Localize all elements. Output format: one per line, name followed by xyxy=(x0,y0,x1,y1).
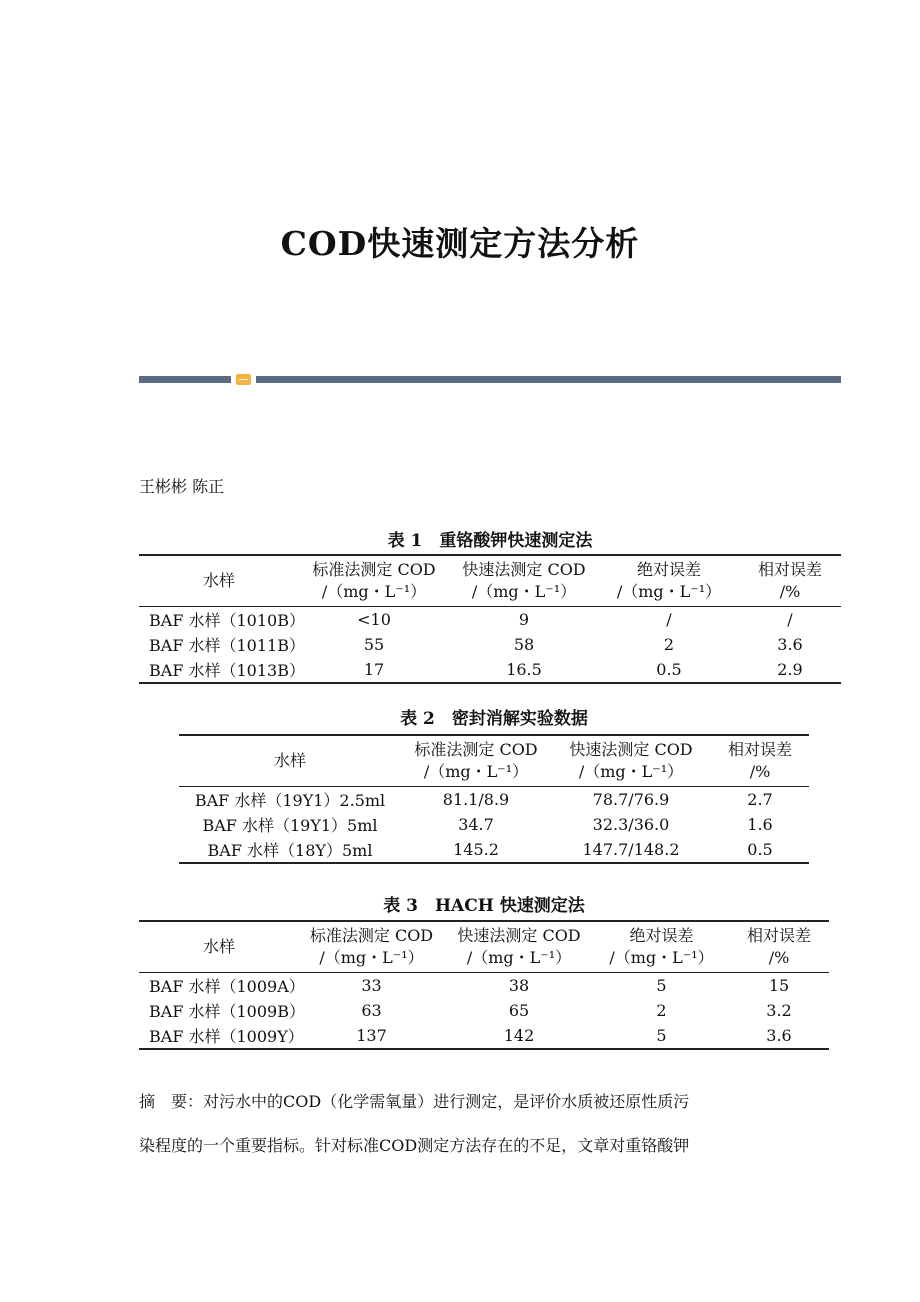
table1 xyxy=(139,554,841,684)
table-row xyxy=(179,812,809,837)
table1-header-row xyxy=(139,555,841,607)
table-cell: 5 xyxy=(656,1026,667,1045)
table-cell: 3.6 xyxy=(777,635,803,654)
table-row xyxy=(139,657,841,683)
table-cell: 78.7/76.9 xyxy=(592,790,670,809)
table-cell: 9 xyxy=(518,610,530,629)
table3-header-sample: 水样 xyxy=(202,937,235,956)
table-cell: 34.7 xyxy=(458,815,494,834)
table-cell: 2 xyxy=(663,635,675,654)
table-cell: 2.7 xyxy=(747,790,773,809)
table1-header-rel-error: 相对误差 /% xyxy=(757,560,822,601)
table-cell: BAF 水样（19Y1）5ml xyxy=(202,816,378,835)
table-row xyxy=(179,787,809,813)
table1-header-rapid: 快速法测定 COD /（mg・L⁻¹） xyxy=(462,560,586,601)
table-cell: 32.3/36.0 xyxy=(592,815,670,834)
divider-ornament-icon xyxy=(236,374,251,385)
table2-header-rapid: 快速法测定 COD /（mg・L⁻¹） xyxy=(569,740,693,781)
table-cell: BAF 水样（1009A） xyxy=(149,977,305,996)
table-cell: 63 xyxy=(361,1001,382,1020)
title-divider xyxy=(139,374,841,384)
table-cell: 15 xyxy=(768,976,790,995)
authors: 王彬彬 陈正 xyxy=(139,477,225,496)
table-cell: 2 xyxy=(656,1001,667,1020)
table-cell: 5 xyxy=(656,976,667,995)
table-cell: 147.7/148.2 xyxy=(582,840,680,859)
table-cell: 0.5 xyxy=(656,660,682,679)
table-row xyxy=(139,998,829,1023)
table-cell: 1.6 xyxy=(747,815,773,834)
table-cell: 2.9 xyxy=(777,660,803,679)
table-cell: 3.6 xyxy=(766,1026,792,1045)
table2-header-sample: 水样 xyxy=(273,751,306,770)
table-cell: <10 xyxy=(357,610,391,629)
table3-header-abs-error: 绝对误差 /（mg・L⁻¹） xyxy=(609,926,714,967)
table2-header-row xyxy=(179,735,809,787)
table1-header-standard: 标准法测定 COD /（mg・L⁻¹） xyxy=(312,560,436,601)
abstract-line-2: 染程度的一个重要指标。针对标准COD测定方法存在的不足，文章对重铬酸钾 xyxy=(139,1136,690,1155)
table-cell: 0.5 xyxy=(747,840,773,859)
table-cell: BAF 水样（18Y）5ml xyxy=(207,841,373,860)
divider-bar-right xyxy=(256,376,841,383)
table-cell: 17 xyxy=(363,660,385,679)
table-cell: 137 xyxy=(356,1026,387,1045)
table-cell: / xyxy=(666,610,672,629)
table-cell: 65 xyxy=(508,1001,530,1020)
table-cell: 55 xyxy=(363,635,385,654)
table-cell: 38 xyxy=(508,976,530,995)
table3-header-rel-error: 相对误差 /% xyxy=(746,926,811,967)
table1-header-sample: 水样 xyxy=(202,571,235,590)
table3-header-rapid: 快速法测定 COD /（mg・L⁻¹） xyxy=(457,926,581,967)
table3-caption: 表 3 HACH 快速测定法 xyxy=(383,896,585,916)
table-cell: BAF 水样（1009B） xyxy=(149,1002,305,1021)
table-cell: 145.2 xyxy=(453,840,499,859)
table3-header-standard: 标准法测定 COD /（mg・L⁻¹） xyxy=(309,926,434,967)
divider-bar-left xyxy=(139,376,231,383)
table-cell: BAF 水样（1010B） xyxy=(149,611,305,630)
table-row xyxy=(139,632,841,657)
table-cell: 16.5 xyxy=(506,660,542,679)
table-cell: BAF 水样（19Y1）2.5ml xyxy=(194,791,386,810)
table-cell: BAF 水样（1009Y） xyxy=(149,1027,304,1046)
table3-header-row xyxy=(139,921,829,973)
table2-caption: 表 2 密封消解实验数据 xyxy=(400,709,588,729)
table1-caption: 表 1 重铬酸钾快速测定法 xyxy=(387,531,593,551)
table-cell: 81.1/8.9 xyxy=(442,790,510,809)
table-row xyxy=(139,973,829,999)
table-cell: 142 xyxy=(503,1026,535,1045)
table-row xyxy=(179,837,809,863)
table2-header-rel-error: 相对误差 /% xyxy=(727,740,792,781)
table-cell: BAF 水样（1011B） xyxy=(149,636,305,655)
abstract-line-1: 摘 要：对污水中的COD（化学需氧量）进行测定，是评价水质被还原性质污 xyxy=(139,1092,690,1111)
table2-header-standard: 标准法测定 COD /（mg・L⁻¹） xyxy=(414,740,538,781)
document-title: COD快速测定方法分析 xyxy=(280,224,640,263)
table3 xyxy=(139,920,829,1050)
table-row xyxy=(139,1023,829,1049)
table1-header-abs-error: 绝对误差 /（mg・L⁻¹） xyxy=(616,560,722,601)
table-row xyxy=(139,607,841,633)
table-cell: 33 xyxy=(361,976,382,995)
table-cell: 3.2 xyxy=(766,1001,792,1020)
table-cell: / xyxy=(787,610,793,629)
table-cell: 58 xyxy=(513,635,535,654)
table-cell: BAF 水样（1013B） xyxy=(149,661,305,680)
table2 xyxy=(179,734,809,864)
